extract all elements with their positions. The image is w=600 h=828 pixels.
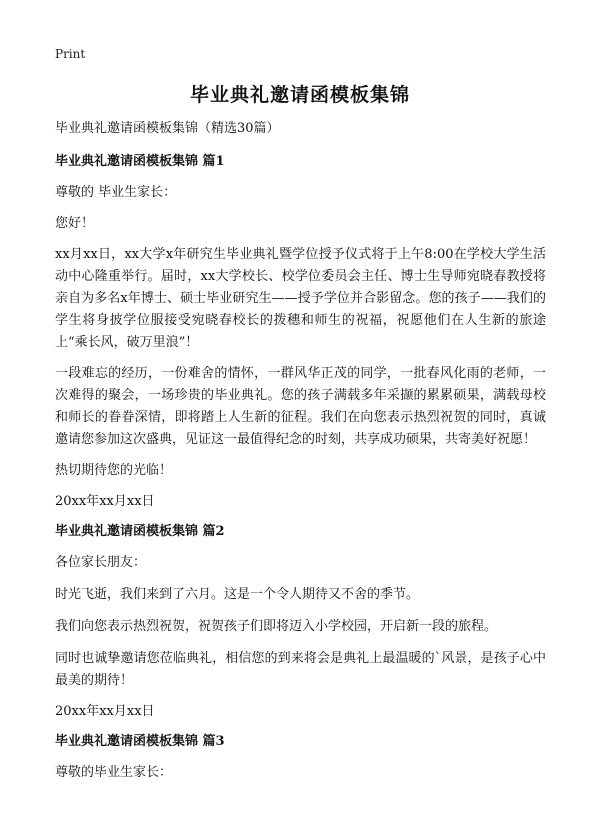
document-body xyxy=(55,119,546,793)
body-paragraph: xx月xx日，xx大学x年研究生毕业典礼暨学位授予仪式将于上午8:00在学校大学生活动中心隆重举行。届时，xx大学校长、校学位委员会主任、博士生导师宛晓春教授将亲自为多名x年博士、硕士毕业研究生——授予学位并合影留念。您的孩子——我们的学生将身披学位服接受宛晓春校长的拨穗和师生的祝福，祝愿他们在人生新的旅途上“乘长风，破万里浪”！ xyxy=(55,247,546,350)
date-line: 20xx年xx月xx日 xyxy=(55,494,155,509)
section-3 xyxy=(55,732,546,784)
salutation: 尊敬的毕业生家长： xyxy=(55,765,173,780)
section-heading: 毕业典礼邀请函模板集锦 篇3 xyxy=(55,734,225,749)
section-heading: 毕业典礼邀请函模板集锦 篇1 xyxy=(55,154,225,169)
greeting: 您好！ xyxy=(55,216,95,231)
date-line: 20xx年xx月xx日 xyxy=(55,704,155,719)
salutation: 各位家长朋友： xyxy=(55,555,147,570)
body-paragraph: 一段难忘的经历，一份难舍的情怀，一群风华正茂的同学，一批春风化雨的老师，一次难得的聚会，一场珍贵的毕业典礼。您的孩子满载多年采撷的累累硕果，满载母校和师长的眷眷深情，即将踏上人生新的征程。我们在向您表示热烈祝贺的同时，真诚邀请您参加这次盛典，见证这一最值得纪念的时刻，共享成功硕果，共寄美好祝愿！ xyxy=(55,366,546,447)
body-paragraph: 时光飞逝，我们来到了六月。这是一个令人期待又不舍的季节。 xyxy=(55,587,420,602)
document-subtitle: 毕业典礼邀请函模板集锦（精选30篇） xyxy=(55,121,280,136)
print-link[interactable]: Print xyxy=(55,47,86,61)
section-heading: 毕业典礼邀请函模板集锦 篇2 xyxy=(55,524,225,539)
document-title: 毕业典礼邀请函模板集锦 xyxy=(189,84,410,106)
salutation: 尊敬的 毕业生家长： xyxy=(55,185,177,200)
section-1 xyxy=(55,152,546,513)
section-2 xyxy=(55,522,546,723)
closing-line: 热切期待您的光临！ xyxy=(55,463,173,478)
body-paragraph: 我们向您表示热烈祝贺，祝贺孩子们即将迈入小学校园，开启新一段的旅程。 xyxy=(55,619,498,634)
body-paragraph: 同时也诚挚邀请您莅临典礼，相信您的到来将会是典礼上最温暖的`风景，是孩子心中最美的期待！ xyxy=(55,651,546,688)
